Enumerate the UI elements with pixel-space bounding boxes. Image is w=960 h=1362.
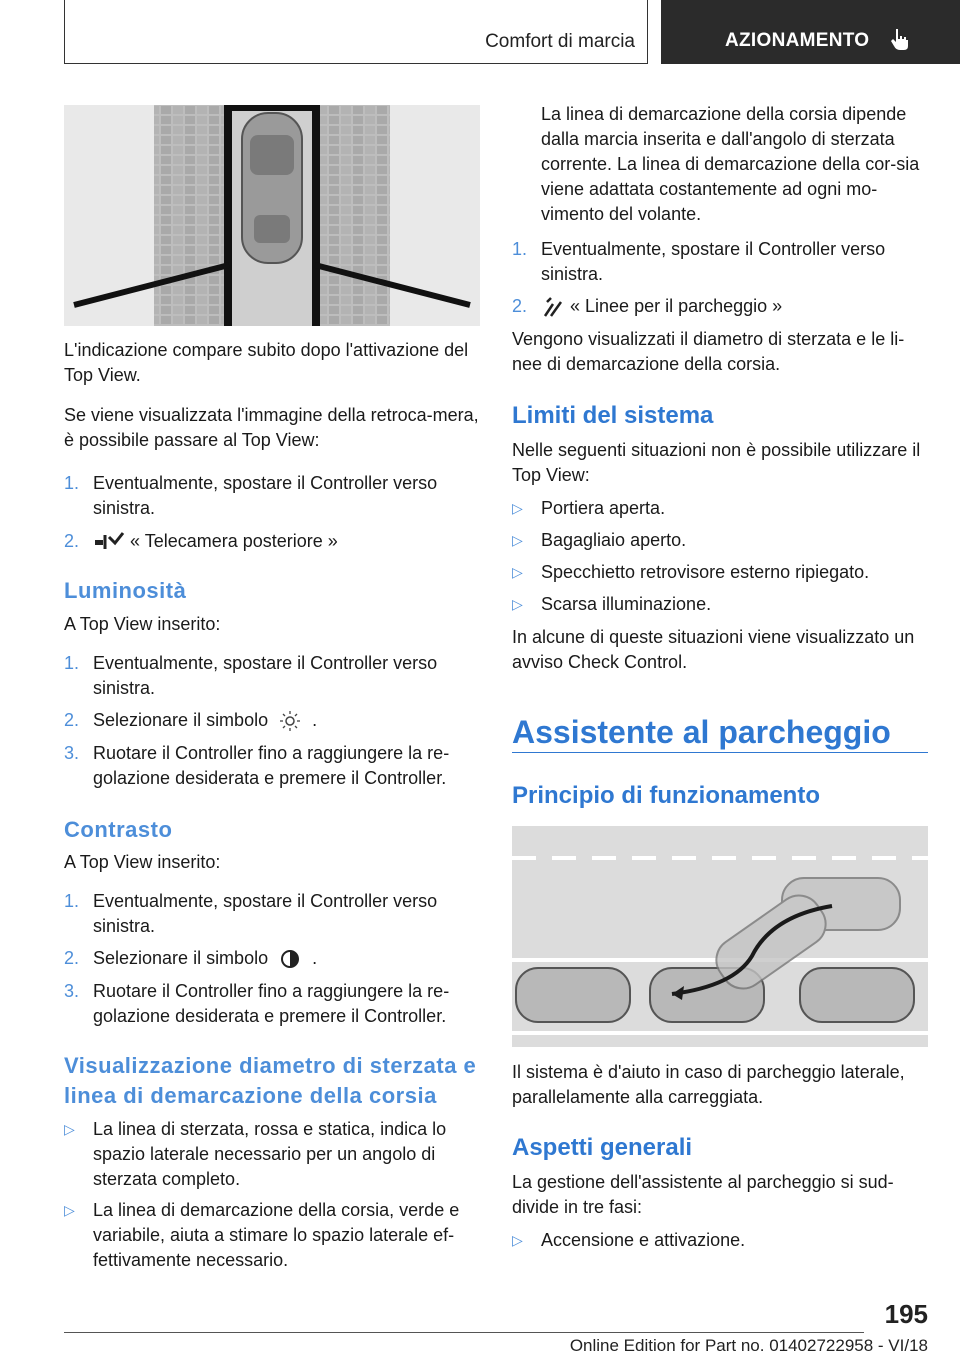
rear-camera-switch-intro: Se viene visualizzata l'immagine della retroca-mera, è possibile passare al Top View: (64, 405, 479, 450)
parallel-parking-illustration (512, 826, 928, 1047)
step-label: « Telecamera posteriore » (130, 531, 338, 551)
step-label: « Linee per il parcheggio » (570, 296, 783, 316)
header-section-title (0, 0, 635, 64)
step-text: Ruotare il Controller fino a raggiungere la re-golazione desiderata e premere il Controller. (93, 981, 450, 1026)
heading-parking-assistant: Assistente al parcheggio (512, 714, 891, 750)
step-text: Eventualmente, spostare il Controller verso sinistra. (93, 653, 438, 698)
list-item (64, 1117, 480, 1192)
bullet-marker: ▷ (64, 1121, 75, 1137)
limits-intro: Nelle seguenti situazioni non è possibile utilizzare il Top View: (512, 440, 921, 485)
heading-operating-principle: Principio di funzionamento (512, 782, 820, 809)
bullet-marker: ▷ (512, 500, 523, 516)
list-item (64, 471, 480, 521)
parallel-parking-image (512, 826, 928, 1047)
list-item (64, 741, 480, 791)
list-item (512, 528, 928, 553)
step-number: 1. (64, 473, 80, 493)
list-item (512, 1228, 928, 1253)
list-item (64, 651, 480, 701)
list-item (512, 294, 928, 319)
brightness-icon[interactable] (273, 710, 307, 732)
step-number: 3. (64, 981, 80, 1001)
step-text: Eventualmente, spostare il Controller verso sinistra. (93, 891, 438, 936)
bullet-text: Specchietto retrovisore esterno ripiegato. (541, 562, 870, 582)
bullet-marker: ▷ (512, 532, 523, 548)
check-control-note: In alcune di queste situazioni viene visualizzato un avviso Check Control. (512, 627, 915, 672)
step-number: 3. (64, 743, 80, 763)
rear-camera-icon[interactable] (93, 531, 125, 553)
footer-edition: Online Edition for Part no. 01402722958 - VI/18 (569, 1336, 928, 1355)
list-item (64, 529, 480, 554)
footer-divider (64, 1332, 864, 1333)
heading-steering-display: Visualizzazione diametro di sterzata e linea di demarcazione della corsia (64, 1053, 477, 1108)
bullet-marker: ▷ (512, 596, 523, 612)
bullet-text: Portiera aperta. (541, 498, 666, 518)
contrast-intro: A Top View inserito: (64, 852, 221, 872)
header-chapter-label: AZIONAMENTO (725, 30, 870, 51)
step-text: Ruotare il Controller fino a raggiungere la re-golazione desiderata e premere il Controller. (93, 743, 450, 788)
list-item (64, 946, 480, 971)
header-chapter-tab[interactable] (661, 0, 960, 64)
lane-line-description: La linea di demarcazione della corsia dipende dalla marcia inserita e dall'angolo di sterzata corrente. La linea di demarcazione della cor-sia viene adattata costantemente ad ogni mo-vimento del volante. (541, 104, 920, 224)
step-number: 2. (64, 948, 80, 968)
list-item (64, 979, 480, 1029)
list-item (512, 496, 928, 521)
step-text (541, 294, 928, 319)
page-number: 195 (884, 1299, 928, 1329)
contrast-icon[interactable] (273, 948, 307, 970)
step-number: 2. (64, 531, 80, 551)
parking-assistant-caption: Il sistema è d'aiuto in caso di parcheggio laterale, parallelamente alla carreggiata. (512, 1062, 905, 1107)
bullet-text: Accensione e attivazione. (541, 1230, 746, 1250)
step-label: Selezionare il simbolo (93, 710, 269, 730)
hand-pointer-icon (887, 26, 913, 52)
step-number: 2. (64, 710, 80, 730)
bullet-marker: ▷ (64, 1202, 75, 1218)
list-item (64, 1198, 480, 1273)
step-number: 1. (512, 239, 528, 259)
steering-display-note: Vengono visualizzati il diametro di sterzata e le li-nee di demarcazione della corsia. (512, 329, 905, 374)
bullet-text: Scarsa illuminazione. (541, 594, 712, 614)
bullet-text: Bagagliaio aperto. (541, 530, 687, 550)
top-view-caption: L'indicazione compare subito dopo l'attivazione del Top View. (64, 340, 469, 385)
top-view-illustration (64, 105, 480, 326)
list-item (512, 237, 928, 287)
step-text (93, 708, 480, 733)
step-label: Selezionare il simbolo (93, 948, 269, 968)
list-item (64, 708, 480, 733)
step-tail: . (312, 710, 318, 730)
step-number: 1. (64, 891, 80, 911)
heading-contrast: Contrasto (64, 817, 173, 842)
bullet-marker: ▷ (512, 1232, 523, 1248)
step-text: Eventualmente, spostare il Controller verso sinistra. (541, 239, 886, 284)
parking-lines-icon[interactable] (541, 296, 565, 318)
step-number: 1. (64, 653, 80, 673)
list-item (64, 889, 480, 939)
step-text: Eventualmente, spostare il Controller verso sinistra. (93, 473, 438, 518)
general-aspects-intro: La gestione dell'assistente al parcheggio si sud-divide in tre fasi: (512, 1172, 894, 1217)
step-text (93, 946, 480, 971)
bullet-marker: ▷ (512, 564, 523, 580)
step-tail: . (312, 948, 318, 968)
heading-system-limits: Limiti del sistema (512, 402, 714, 429)
brightness-intro: A Top View inserito: (64, 614, 221, 634)
step-number: 2. (512, 296, 528, 316)
step-text (93, 529, 480, 554)
list-item (512, 592, 928, 617)
heading-brightness: Luminosità (64, 578, 187, 603)
bullet-text: La linea di demarcazione della corsia, verde e variabile, aiuta a stimare lo spazio laterale ef-fettivamente necessario. (93, 1200, 460, 1270)
top-view-parking-image (64, 105, 480, 326)
heading-general-aspects: Aspetti generali (512, 1134, 693, 1161)
header-section-label: Comfort di marcia (485, 31, 635, 52)
section-divider (512, 752, 928, 753)
list-item (512, 560, 928, 585)
bullet-text: La linea di sterzata, rossa e statica, indica lo spazio laterale necessario per un angolo di sterzata completo. (93, 1119, 447, 1189)
